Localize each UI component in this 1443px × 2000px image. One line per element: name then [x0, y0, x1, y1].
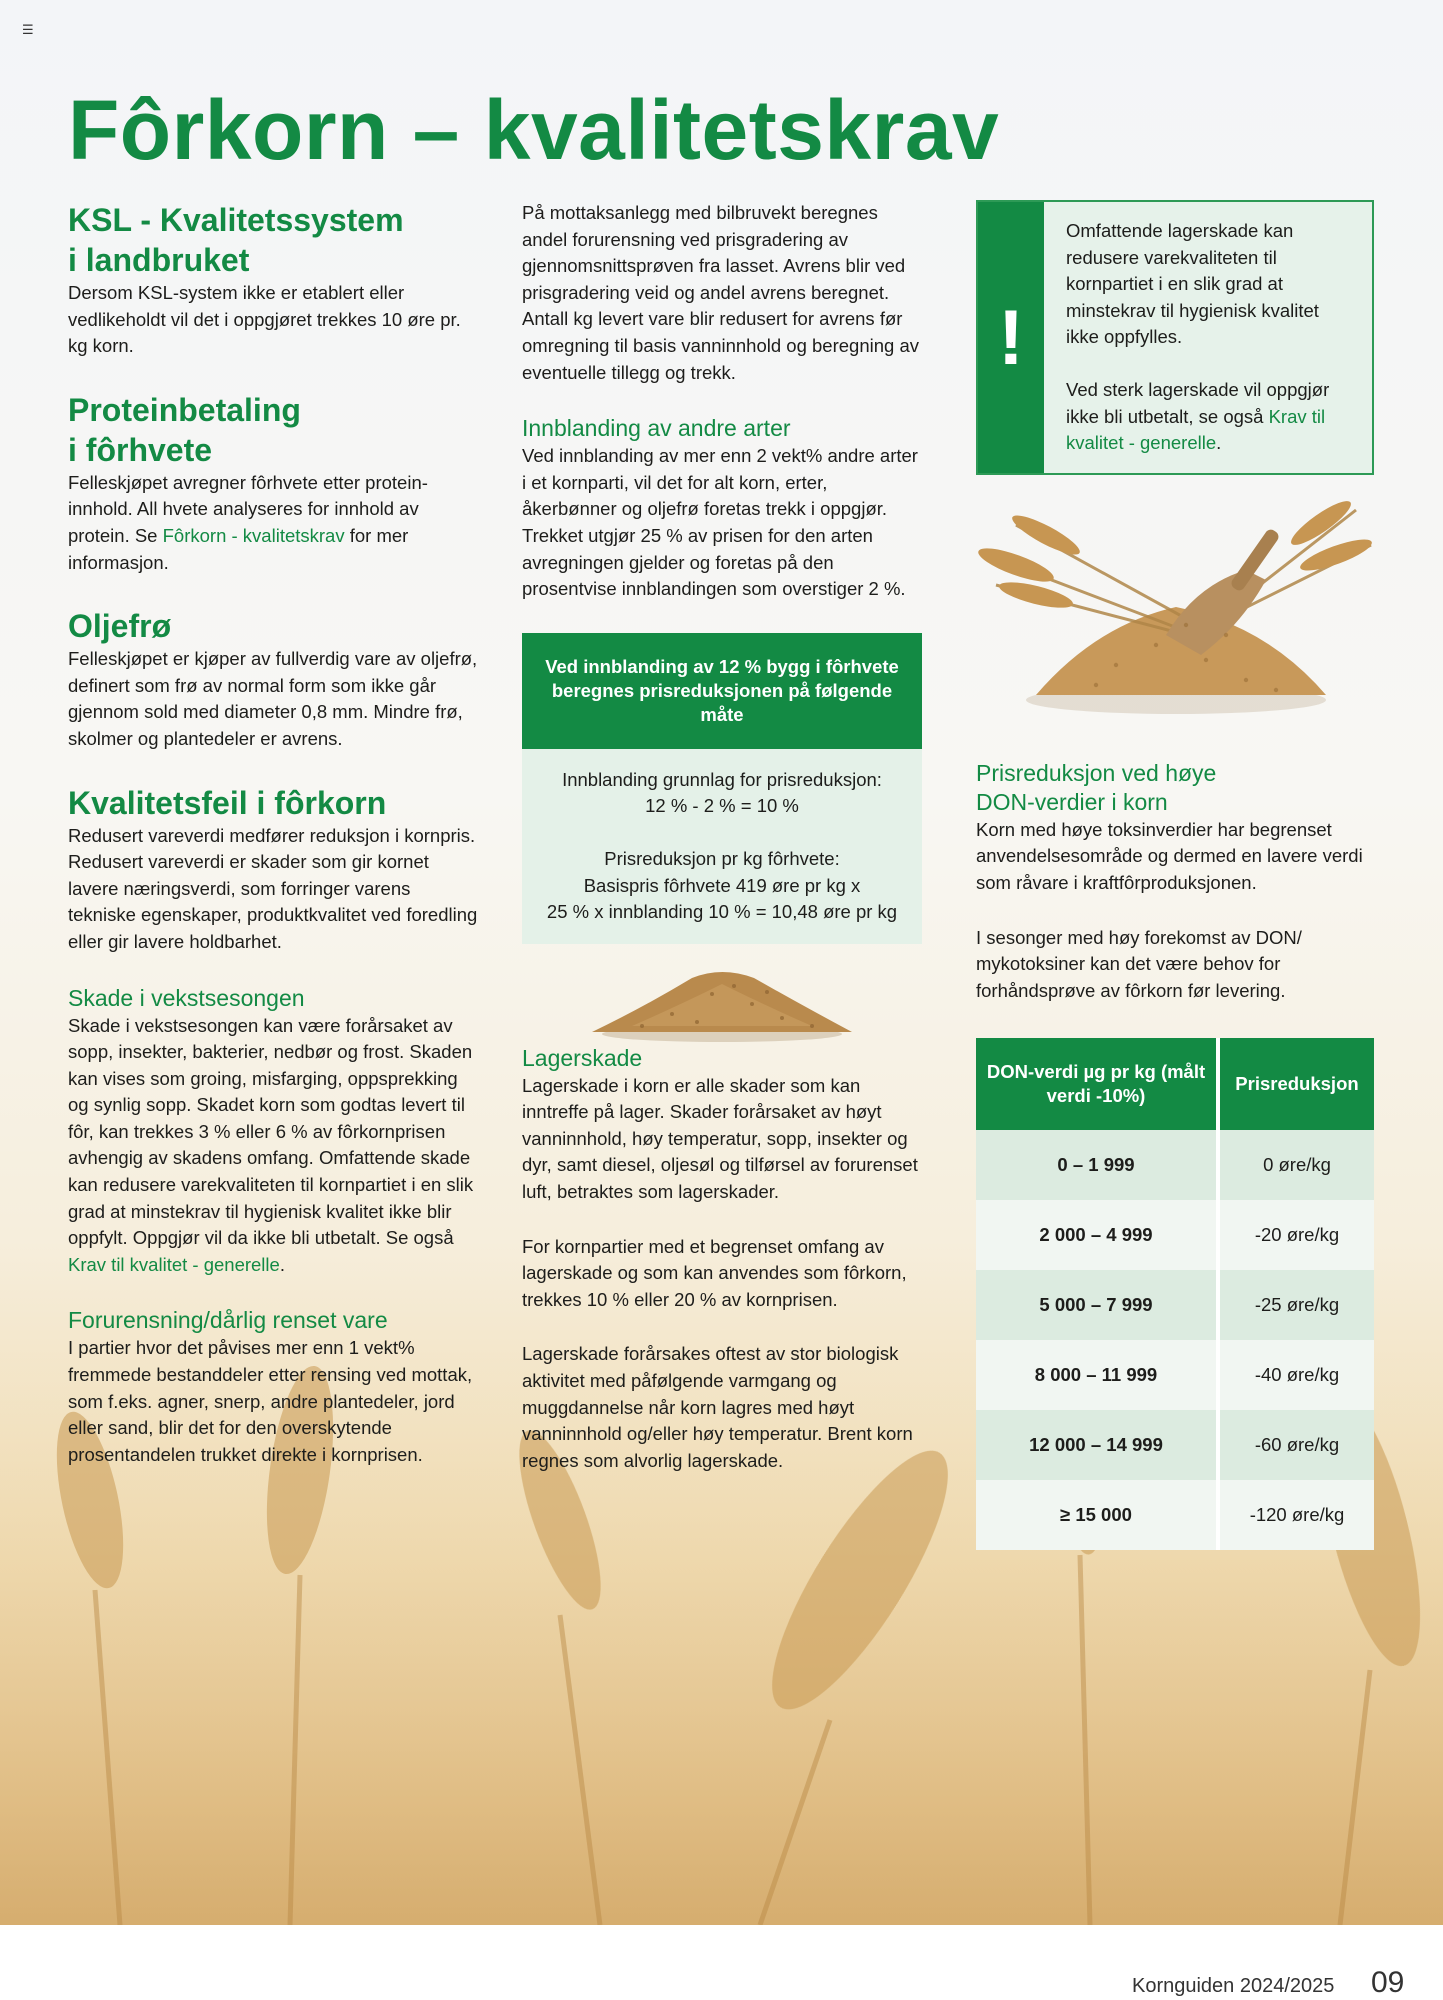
don-reduction-cell: -120 øre/kg: [1218, 1480, 1374, 1550]
innblanding-text: Ved innblanding av mer enn 2 vekt% andre arter i et kornparti, vil det for alt korn, erter, åkerbønner og oljefrø foretas trekk i oppgjør. Trekket utgjør 25 % av prisen for den arten avregningen gjelder og foretas på den prosentvise innblandingen som overstiger 2 %.: [522, 445, 918, 600]
don-table-header-reduction: Prisreduksjon: [1218, 1038, 1374, 1130]
warning-bar: [978, 202, 1044, 473]
column-right: [976, 200, 1374, 1550]
calc-line-4: Basispris fôrhvete 419 øre pr kg x: [583, 874, 861, 896]
protein-heading-line1: Proteinbetaling: [68, 391, 301, 428]
don-reduction-cell: 0 øre/kg: [1218, 1130, 1374, 1200]
don-range-cell: 0 – 1 999: [976, 1130, 1218, 1200]
protein-text-pre: Felleskjøpet avregner fôrhvete etter proteininnhold. All hvete analyseres for innhold av protein. Se: [68, 471, 428, 546]
grain-pile-image: [522, 956, 922, 1044]
footer-publication: Kornguiden 2024/2025: [1132, 1975, 1335, 1997]
kvalitetsfeil-heading: Kvalitetsfeil i fôrkorn: [68, 784, 387, 821]
protein-heading: [68, 390, 478, 470]
innblanding-heading: Innblanding av andre arter: [522, 415, 791, 442]
skade-heading: Skade i vekstsesongen: [68, 984, 305, 1011]
calc-line-1: Innblanding grunnlag for prisreduksjon:: [562, 768, 882, 790]
don-reduction-cell: -60 øre/kg: [1218, 1410, 1374, 1480]
skade-link[interactable]: Krav til kvalitet - generelle: [68, 1253, 280, 1275]
page-number: 09: [1371, 1966, 1405, 1999]
calc-line-3: Prisreduksjon pr kg fôrhvete:: [604, 847, 840, 869]
skade-text-post: .: [279, 1253, 285, 1275]
oljefro-heading: Oljefrø: [68, 608, 172, 645]
don-range-cell: 2 000 – 4 999: [976, 1200, 1218, 1270]
oljefro-text: Felleskjøpet er kjøper av fullverdig vare av oljefrø, definert som frø av normal form som ikke går gjennom sold med diameter 0,8 mm. Mindre frø, skolmer og plantedeler er avrens.: [68, 648, 478, 749]
don-range-cell: 12 000 – 14 999: [976, 1410, 1218, 1480]
lagerskade-text-1: Lagerskade i korn er alle skader som kan inntreffe på lager. Skader forårsaket av høyt vanninnhold, høy temperatur, sopp, insekter og dyr, samt diesel, oljesøl og tilførsel av forurenset luft, betraktes som lagerskader.: [522, 1074, 918, 1203]
table-row: [976, 1340, 1374, 1410]
calc-line-2: 12 % - 2 % = 10 %: [645, 795, 799, 817]
warning-box: [976, 200, 1374, 475]
don-text-2: I sesonger med høy forekomst av DON/ mykotoksiner kan det være behov for forhåndsprøve av fôrkorn før levering.: [976, 926, 1302, 1001]
don-heading: [976, 759, 1374, 817]
warning-link[interactable]: Krav til kvalitet - generelle: [1066, 405, 1326, 454]
forurensning-text: I partier hvor det påvises mer enn 1 vekt% fremmede bestanddeler etter rensing ved mottak, som f.eks. agner, snerp, andre plantedeler, jord eller sand, blir det for den overskytende prosentandelen trukket direkte i kornprisen.: [68, 1337, 473, 1465]
ksl-heading-line1: KSL - Kvalitetssystem: [68, 202, 404, 238]
don-table: [976, 1038, 1374, 1550]
column-left: [68, 200, 478, 1468]
lagerskade-heading: Lagerskade: [522, 1044, 643, 1071]
don-table-header-value: DON-verdi µg pr kg (målt verdi -10%): [976, 1038, 1218, 1130]
don-table-header-row: [976, 1038, 1374, 1130]
protein-text: [68, 470, 478, 576]
skade-text-pre: Skade i vekstsesongen kan være forårsaket av sopp, insekter, bakterier, nedbør og frost. Skaden kan vises som groing, misfarging, oppsprekking og synlig sopp. Skadet korn som godtas levert til fôr, kan trekkes 3 % eller 6 % av fôrkornprisen avhengig av skadens omfang. Omfattende skade kan redusere varekvaliteten til kornpartiet i en slik grad at minstekrav til hygienisk kvalitet ikke blir oppfylt. Oppgjør vil da ikke bli utbetalt. Se også: [68, 1014, 474, 1249]
column-middle: [522, 200, 922, 1474]
page-footer: [0, 1925, 1443, 2000]
forurensning-heading: Forurensning/dårlig renset vare: [68, 1307, 388, 1334]
calculation-box-header: Ved innblanding av 12 % bygg i fôrhvete beregnes prisreduksjonen på følgende måte: [522, 633, 922, 749]
menu-icon[interactable]: ☰: [22, 22, 34, 37]
table-row: [976, 1480, 1374, 1550]
don-heading-line2: DON-verdier i korn: [976, 788, 1168, 815]
wheat-scoop-image: [976, 485, 1374, 745]
kvalitetsfeil-text: Redusert vareverdi medfører reduksjon i kornpris. Redusert vareverdi er skader som gir kornet lavere næringsverdi, som forringer varens tekniske egenskaper, produktkvalitet ved foredling eller gir lavere holdbarhet.: [68, 824, 478, 952]
warning-text-2: [1066, 377, 1354, 457]
table-row: [976, 1200, 1374, 1270]
calculation-box: [522, 633, 922, 944]
table-row: [976, 1130, 1374, 1200]
exclamation-icon: !: [998, 293, 1024, 382]
don-range-cell: 5 000 – 7 999: [976, 1270, 1218, 1340]
don-reduction-cell: -20 øre/kg: [1218, 1200, 1374, 1270]
ksl-heading-line2: i landbruket: [68, 242, 250, 278]
don-heading-line1: Prisreduksjon ved høye: [976, 759, 1217, 786]
lagerskade-text-3: Lagerskade forårsakes oftest av stor biologisk aktivitet med påfølgende varmgang og muggdannelse når korn lagres med høyt vanninnhold og/eller høy temperatur. Brent korn regnes som alvorlig lagerskade.: [522, 1343, 913, 1471]
protein-heading-line2: i fôrhvete: [68, 431, 213, 468]
don-reduction-cell: -40 øre/kg: [1218, 1340, 1374, 1410]
don-range-cell: ≥ 15 000: [976, 1480, 1218, 1550]
skade-text: [68, 1013, 478, 1279]
warning-text-1: Omfattende lagerskade kan redusere varekvaliteten til kornpartiet i en slik grad at minstekrav til hygienisk kvalitet ikke oppfylles.: [1066, 220, 1319, 348]
ksl-text: Dersom KSL-system ikke er etablert eller vedlikeholdt vil det i oppgjøret trekkes 10 øre pr. kg korn.: [68, 282, 461, 357]
protein-text-post: for mer informasjon.: [68, 524, 409, 573]
calc-line-5: 25 % x innblanding 10 % = 10,48 øre pr kg: [546, 901, 898, 923]
calculation-box-body: [522, 749, 922, 944]
lagerskade-text-2: For kornpartier med et begrenset omfang av lagerskade og som kan anvendes som fôrkorn, trekkes 10 % eller 20 % av kornprisen.: [522, 1235, 907, 1310]
warning-text-2-post: .: [1216, 432, 1222, 454]
intro-text: På mottaksanlegg med bilbruvekt beregnes andel forurensning ved prisgradering av gjennomsnittsprøven fra lasset. Avrens blir ved prisgradering veid og andel avrens beregnet. Antall kg levert vare blir redusert for avrens før omregning til basis vanninnhold og beregning av eventuelle tillegg og trekk.: [522, 202, 919, 383]
table-row: [976, 1410, 1374, 1480]
warning-text: [1044, 202, 1372, 473]
page-title: Fôrkorn – kvalitetskrav: [68, 83, 1000, 177]
don-text-1: Korn med høye toksinverdier har begrenset anvendelsesområde og dermed en lavere verdi som råvare i kraftfôrproduksjonen.: [976, 818, 1363, 893]
warning-text-2-pre: Ved sterk lagerskade vil oppgjør ikke bli utbetalt, se også: [1066, 378, 1330, 427]
don-range-cell: 8 000 – 11 999: [976, 1340, 1218, 1410]
protein-link[interactable]: Fôrkorn - kvalitetskrav: [162, 524, 345, 546]
table-row: [976, 1270, 1374, 1340]
ksl-heading: [68, 200, 478, 280]
don-reduction-cell: -25 øre/kg: [1218, 1270, 1374, 1340]
